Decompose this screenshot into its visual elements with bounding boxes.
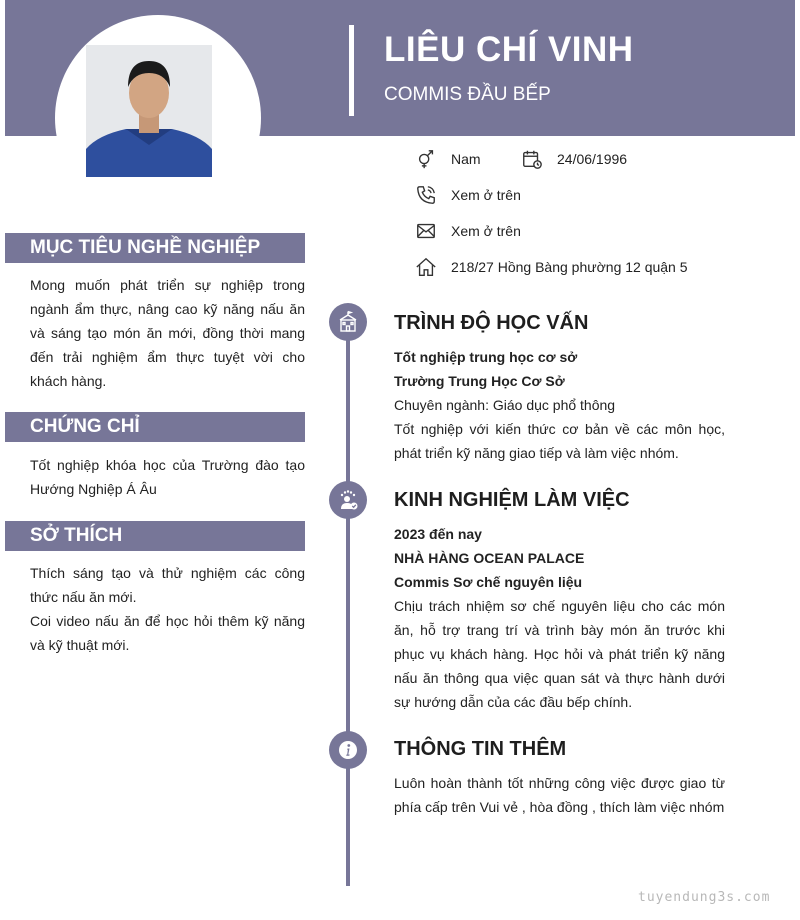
objective-text — [30, 273, 305, 393]
name-divider — [349, 25, 354, 116]
objective-heading: MỤC TIÊU NGHỀ NGHIỆP — [5, 233, 305, 263]
hobby-item: Coi video nấu ăn để học hỏi thêm kỹ năng và kỹ thuật mới. — [30, 613, 305, 653]
hobbies-text — [30, 561, 305, 657]
hobbies-heading: SỞ THÍCH — [5, 521, 305, 551]
experience-company: NHÀ HÀNG OCEAN PALACE — [394, 550, 585, 566]
email-value: Xem ở trên — [451, 223, 521, 239]
experience-badge — [329, 481, 367, 519]
experience-period: 2023 đến nay — [394, 526, 482, 542]
watermark: tuyendung3s.com — [638, 890, 771, 905]
contact-gender — [415, 148, 481, 170]
gender-value: Nam — [451, 151, 481, 167]
mail-icon — [415, 220, 437, 242]
experience-position: Commis Sơ chế nguyên liệu — [394, 574, 583, 590]
additional-badge — [329, 731, 367, 769]
experience-heading: KINH NGHIỆM LÀM VIỆC — [394, 489, 630, 511]
birthdate-value: 24/06/1996 — [557, 151, 628, 167]
certificates-text — [30, 453, 305, 501]
additional-text: Luôn hoàn thành tốt những công việc được giao từ phía cấp trên Vui vẻ , hòa đồng , thích làm việc nhóm — [394, 775, 725, 815]
calendar-icon — [521, 148, 543, 170]
education-description: Tốt nghiệp với kiến thức cơ bản về các môn học, phát triển kỹ năng giao tiếp và làm việc nhóm. — [394, 421, 725, 461]
education-school: Trường Trung Học Cơ Sở — [394, 373, 565, 389]
certificate-item: Tốt nghiệp khóa học của Trường đào tạo Hướng Nghiệp Á Âu — [30, 457, 305, 497]
experience-body — [394, 522, 725, 714]
certificates-heading: CHỨNG CHỈ — [5, 412, 305, 442]
contact-phone — [415, 184, 521, 206]
hobby-item: Thích sáng tạo và thử nghiệm các công thức nấu ăn mới. — [30, 565, 305, 605]
additional-body — [394, 771, 725, 819]
home-icon — [415, 256, 437, 278]
phone-icon — [415, 184, 437, 206]
education-heading: TRÌNH ĐỘ HỌC VẤN — [394, 312, 589, 334]
timeline-line — [346, 320, 350, 886]
education-body — [394, 345, 725, 465]
team-stars-icon — [336, 488, 360, 512]
candidate-name: LIÊU CHÍ VINH — [384, 30, 634, 69]
experience-description: Chịu trách nhiệm sơ chế nguyên liệu cho các món ăn, hỗ trợ trang trí và trình bày món ăn trước khi phục vụ khách hàng. Học hỏi và phát triển kỹ năng nấu ăn thông qua việc quan sát và thực hành dưới sự hướng dẫn của các đầu bếp chính. — [394, 598, 725, 710]
education-major: Chuyên ngành: Giáo dục phổ thông — [394, 397, 616, 413]
job-title: COMMIS ĐẦU BẾP — [384, 84, 551, 105]
school-icon — [336, 310, 360, 334]
info-icon — [336, 738, 360, 762]
education-badge — [329, 303, 367, 341]
contact-address — [415, 256, 688, 278]
profile-photo — [86, 45, 212, 177]
contact-birthdate — [521, 148, 627, 170]
contact-email — [415, 220, 521, 242]
education-degree: Tốt nghiệp trung học cơ sở — [394, 349, 578, 365]
address-value: 218/27 Hồng Bàng phường 12 quận 5 — [451, 259, 688, 275]
person-photo-icon — [86, 45, 212, 177]
objective-paragraph: Mong muốn phát triển sự nghiệp trong ngành ẩm thực, nâng cao kỹ năng nấu ăn và sáng tạo món ăn mới, đồng thời mang đến trải nghiệm ẩm thực tuyệt vời cho khách hàng. — [30, 277, 305, 389]
additional-heading: THÔNG TIN THÊM — [394, 738, 567, 760]
gender-icon — [415, 148, 437, 170]
phone-value: Xem ở trên — [451, 187, 521, 203]
